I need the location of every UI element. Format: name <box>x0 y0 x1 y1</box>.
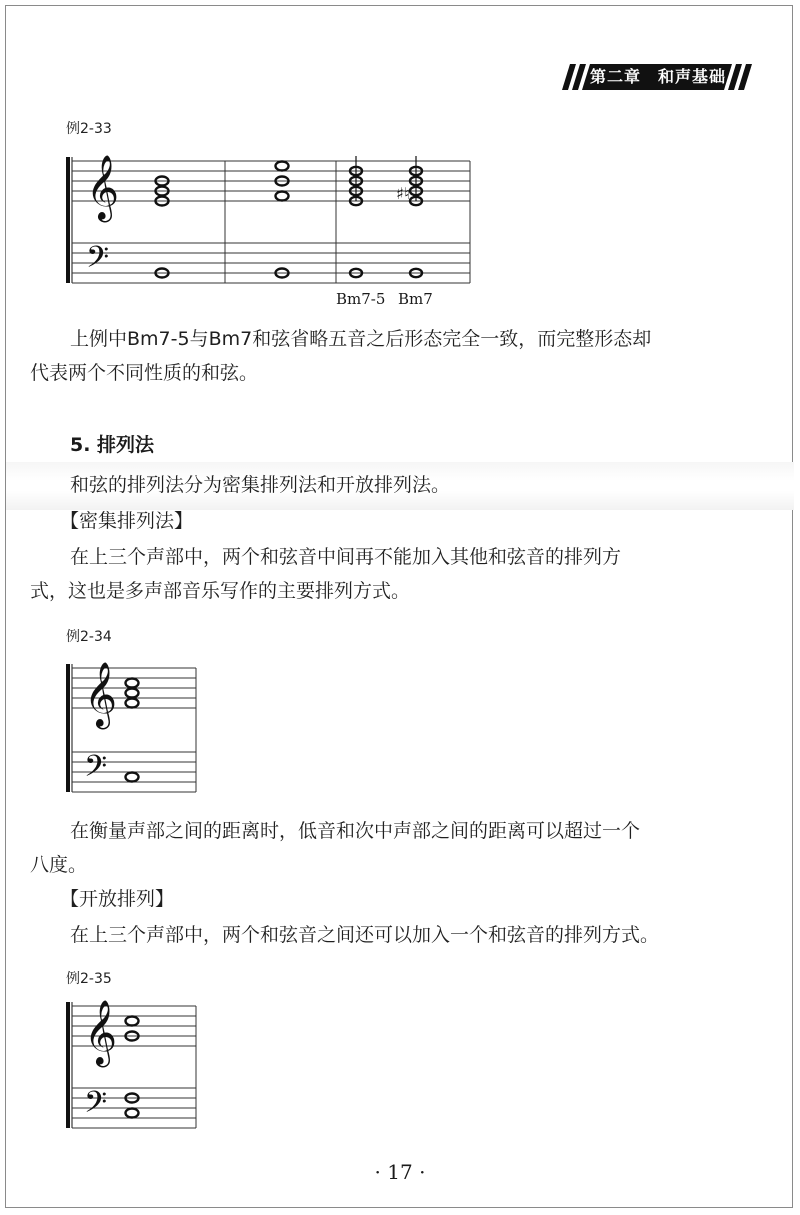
score-example-2-35 <box>64 996 204 1128</box>
paragraph-line: 在上三个声部中，两个和弦音之间还可以加入一个和弦音的排列方式。 <box>70 924 660 946</box>
paragraph-3 <box>30 540 710 608</box>
heading-text: 【开放排列】 <box>60 888 175 910</box>
example-label: 例2-35 <box>66 971 112 987</box>
paragraph-2 <box>70 468 710 502</box>
paragraph-line: 代表两个不同性质的和弦。 <box>30 362 259 384</box>
paragraph-line: 和弦的排列法分为密集排列法和开放排列法。 <box>70 474 451 496</box>
paragraph-line: 上例中Bm7-5与Bm7和弦省略五音之后形态完全一致，而完整形态却 <box>70 328 652 350</box>
svg-text:𝄞: 𝄞 <box>84 1000 118 1065</box>
paragraph-line: 式，这也是多声部音乐写作的主要排列方式。 <box>30 580 411 602</box>
paragraph-4 <box>30 814 710 882</box>
paragraph-line: 八度。 <box>30 854 88 876</box>
paragraph-line: 在上三个声部中，两个和弦音中间再不能加入其他和弦音的排列方 <box>70 546 622 568</box>
paragraph-1 <box>30 322 710 390</box>
chapter-title: 第二章 和声基础 <box>589 67 726 86</box>
paragraph-line: 在衡量声部之间的距离时，低音和次中声部之间的距离可以超过一个 <box>70 820 641 842</box>
svg-text:𝄞: 𝄞 <box>86 155 120 220</box>
svg-text:𝄢: 𝄢 <box>86 241 110 282</box>
svg-text:𝄢: 𝄢 <box>84 1086 108 1127</box>
page-frame <box>5 5 793 1208</box>
heading-text: 【密集排列法】 <box>60 510 194 532</box>
open-position-heading <box>60 882 700 916</box>
section-title: 5. 排列法 <box>70 434 155 456</box>
example-label: 例2-34 <box>66 629 112 645</box>
svg-text:♯: ♯ <box>396 184 404 203</box>
chord-label-bm7: Bm7 <box>398 290 433 308</box>
svg-text:♮: ♮ <box>404 184 410 203</box>
svg-text:𝄢: 𝄢 <box>84 750 108 791</box>
example-label: 例2-33 <box>66 121 112 137</box>
svg-text:𝄞: 𝄞 <box>84 662 118 727</box>
page-number: · 17 · <box>374 1160 426 1184</box>
chapter-header <box>562 64 754 90</box>
close-position-heading <box>60 504 700 538</box>
paragraph-5 <box>70 918 710 952</box>
score-example-2-33 <box>64 151 474 283</box>
chord-label-bm7-5: Bm7-5 <box>336 290 386 308</box>
score-example-2-34 <box>64 658 204 794</box>
